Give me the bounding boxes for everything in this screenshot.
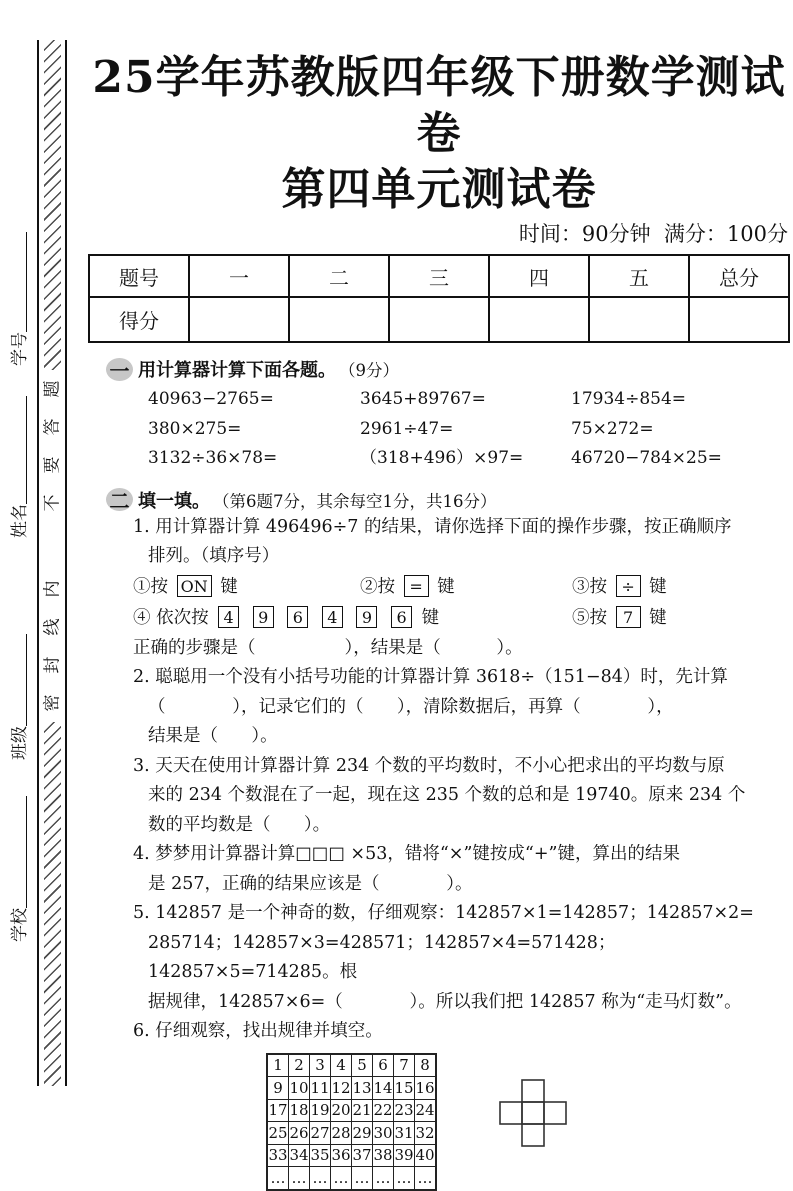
- grid-cell: 38: [373, 1144, 394, 1167]
- score-header-cell: 四: [489, 255, 589, 297]
- key-suffix: 键: [220, 576, 238, 597]
- grid-cell: 23: [394, 1099, 415, 1122]
- grid-cell: …: [310, 1167, 331, 1190]
- q1-option-1-label: ①按: [133, 576, 168, 597]
- score-cell: [489, 297, 589, 342]
- grid-cell: …: [352, 1167, 373, 1190]
- calculator-key-9: 9: [253, 606, 274, 628]
- question-5: [88, 899, 790, 1017]
- section-one-points: （9分）: [339, 361, 399, 380]
- grid-cell: 19: [310, 1099, 331, 1122]
- grid-row: [267, 1099, 436, 1122]
- class-label-group: [5, 634, 30, 760]
- grid-cell: 20: [331, 1099, 352, 1122]
- score-header-cell: 题号: [89, 255, 189, 297]
- grid-cell: 7: [394, 1054, 415, 1077]
- grid-cell: 4: [331, 1054, 352, 1077]
- problem: 46720−784×25=: [571, 448, 722, 468]
- problem: （318+496）×97=: [360, 448, 524, 468]
- question-1-line2: 排列。（填序号）: [148, 546, 280, 566]
- q1-option-4-label: ④ 依次按: [133, 607, 209, 628]
- student-info-margin: [2, 212, 30, 942]
- question-2-line2: （ ），记录它们的（ ），清除数据后，再算（ ），: [148, 696, 674, 717]
- calculator-key-7: 7: [616, 606, 641, 628]
- grid-cell: 21: [352, 1099, 373, 1122]
- seal-char: 密: [42, 694, 62, 712]
- question-4: [88, 840, 790, 899]
- class-label: 班级: [10, 726, 30, 760]
- grid-cell: 9: [267, 1077, 289, 1100]
- paper-content: [88, 0, 790, 1191]
- plus-pentomino-figure: [499, 1079, 567, 1147]
- grid-cell: 13: [352, 1077, 373, 1100]
- grid-cell: …: [394, 1167, 415, 1190]
- grid-cell: 26: [289, 1122, 310, 1145]
- grid-row: [267, 1122, 436, 1145]
- question-4-line1: 4. 梦梦用计算器计算□□□ ×53，错将“×”键按成“+”键，算出的结果: [133, 844, 680, 864]
- grid-cell: …: [289, 1167, 310, 1190]
- grid-cell: 24: [415, 1099, 437, 1122]
- school-blank-line: [24, 796, 27, 908]
- problem: 2961÷47=: [360, 418, 454, 439]
- q1-option-2-label: ②按: [360, 576, 395, 597]
- grid-cell: 31: [394, 1122, 415, 1145]
- student-no-label: 学号: [10, 332, 30, 366]
- seal-char: 题: [42, 380, 62, 398]
- grid-cell: 17: [267, 1099, 289, 1122]
- question-5-line2: 285714；142857×3=428571；142857×4=571428；142857×5=714285。根: [148, 932, 616, 982]
- question-4-line2: 是 257，正确的结果应该是（ ）。: [148, 873, 473, 894]
- grid-cell: …: [331, 1167, 352, 1190]
- q1-option-1: [133, 572, 360, 603]
- key-suffix: 键: [421, 607, 440, 628]
- q1-options-row-2: [88, 603, 790, 634]
- question-2-line1: 2. 聪聪用一个没有小括号功能的计算器计算 3618÷（151−84）时，先计算: [133, 667, 728, 687]
- score-table-score-row: [89, 297, 789, 342]
- section-two-badge: 二: [106, 488, 133, 511]
- grid-cell: …: [267, 1167, 289, 1190]
- q1-option-5-label: ⑤按: [572, 607, 607, 628]
- q1-option-5: [572, 603, 667, 634]
- score-cell: [389, 297, 489, 342]
- score-header-cell: 五: [589, 255, 689, 297]
- calculator-key-4: 4: [322, 606, 343, 628]
- q1-option-3: [572, 572, 667, 603]
- grid-row: [267, 1054, 436, 1077]
- question-1-line1: 1. 用计算器计算 496496÷7 的结果，请你选择下面的操作步骤，按正确顺序: [133, 516, 732, 537]
- grid-cell: 6: [373, 1054, 394, 1077]
- student-no-label-group: [5, 232, 30, 366]
- score-row-label: 得分: [89, 297, 189, 342]
- question-2-line3: 结果是（ ）。: [148, 726, 278, 746]
- seal-char: 答: [42, 418, 62, 436]
- seal-char: 内: [42, 580, 62, 598]
- school-label-group: [5, 796, 30, 942]
- grid-cell: 3: [310, 1054, 331, 1077]
- q1-options-row-1: [88, 572, 790, 603]
- grid-cell: …: [373, 1167, 394, 1190]
- question-2: [88, 663, 790, 752]
- grid-cell: 2: [289, 1054, 310, 1077]
- score-table: [88, 254, 790, 343]
- q1-option-4: [133, 603, 572, 634]
- key-suffix: 键: [649, 607, 667, 628]
- calculator-problems-grid: [88, 385, 790, 474]
- grid-cell: 11: [310, 1077, 331, 1100]
- hatch-pattern-top: [44, 40, 61, 370]
- grid-cell: 15: [394, 1077, 415, 1100]
- grid-cell: 10: [289, 1077, 310, 1100]
- problem: 75×272=: [571, 418, 654, 439]
- grid-cell: 28: [331, 1122, 352, 1145]
- time-and-score-info: 时间：90分钟 满分：100分: [518, 222, 788, 246]
- q1-option-2: [360, 572, 572, 603]
- question-6: [88, 1017, 790, 1047]
- calculator-key-4: 4: [218, 606, 239, 628]
- hatch-pattern-bottom: [44, 722, 61, 1086]
- score-table-header-row: [89, 255, 789, 297]
- problem: 3645+89767=: [360, 389, 486, 409]
- grid-row: [267, 1167, 436, 1190]
- grid-cell: 39: [394, 1144, 415, 1167]
- grid-cell: 27: [310, 1122, 331, 1145]
- calculator-key-6: 6: [391, 606, 412, 628]
- score-cell: [189, 297, 289, 342]
- grid-cell: 5: [352, 1054, 373, 1077]
- grid-cell: 14: [373, 1077, 394, 1100]
- grid-row: [267, 1144, 436, 1167]
- score-header-cell: 总分: [689, 255, 789, 297]
- question-6-line1: 6. 仔细观察，找出规律并填空。: [133, 1021, 383, 1041]
- seal-char: 不: [42, 494, 62, 512]
- grid-cell: 30: [373, 1122, 394, 1145]
- grid-cell: 12: [331, 1077, 352, 1100]
- score-header-cell: 二: [289, 255, 389, 297]
- question-1: [88, 513, 790, 664]
- problem: 3132÷36×78=: [148, 448, 278, 468]
- seal-char: 要: [42, 456, 62, 474]
- score-cell: [289, 297, 389, 342]
- question-6-figures: [266, 1053, 790, 1191]
- question-3: [88, 752, 790, 841]
- section-one-badge: 一: [106, 358, 133, 381]
- score-header-cell: 三: [389, 255, 489, 297]
- section-one-title: 用计算器计算下面各题。: [138, 360, 336, 381]
- q1-answer-blanks: 正确的步骤是（ ），结果是（ ）。: [133, 637, 523, 658]
- grid-cell: 18: [289, 1099, 310, 1122]
- score-cell: [689, 297, 789, 342]
- question-3-line3: 数的平均数是（ ）。: [148, 814, 331, 835]
- paper-title-line2: 第四单元测试卷: [281, 164, 597, 215]
- calculator-key-6: 6: [287, 606, 308, 628]
- calculator-key-9: 9: [356, 606, 377, 628]
- student-no-blank-line: [24, 232, 27, 332]
- grid-cell: 25: [267, 1122, 289, 1145]
- section-two-header: [88, 487, 790, 513]
- problem: 380×275=: [148, 418, 242, 439]
- grid-cell: 16: [415, 1077, 437, 1100]
- grid-cell: 32: [415, 1122, 437, 1145]
- grid-cell: 34: [289, 1144, 310, 1167]
- grid-cell: 36: [331, 1144, 352, 1167]
- grid-cell: 29: [352, 1122, 373, 1145]
- section-two-points: （第6题7分，其余每空1分，共16分）: [213, 491, 497, 511]
- name-blank-line: [24, 396, 27, 504]
- school-label: 学校: [10, 908, 30, 942]
- seal-line-strip: [37, 40, 67, 1086]
- q1-option-3-label: ③按: [572, 576, 607, 597]
- class-blank-line: [24, 634, 27, 726]
- score-header-cell: 一: [189, 255, 289, 297]
- grid-cell: 22: [373, 1099, 394, 1122]
- grid-cell: 37: [352, 1144, 373, 1167]
- calculator-key-divide: ÷: [616, 575, 641, 597]
- calculator-key-on: ON: [177, 575, 212, 597]
- calculator-key-equals: =: [404, 575, 429, 597]
- name-label: 姓名: [10, 504, 30, 538]
- question-3-line2: 来的 234 个数混在了一起，现在这 235 个数的总和是 19740。原来 234 个: [148, 785, 746, 805]
- question-5-line3: 据规律，142857×6=（ ）。所以我们把 142857 称为“走马灯数”。: [148, 991, 742, 1012]
- grid-cell: 1: [267, 1054, 289, 1077]
- name-label-group: [5, 396, 30, 538]
- score-cell: [589, 297, 689, 342]
- grid-cell: 33: [267, 1144, 289, 1167]
- key-suffix: 键: [437, 576, 455, 597]
- grid-row: [267, 1077, 436, 1100]
- seal-char: 线: [42, 618, 62, 636]
- section-one-header: [88, 356, 790, 382]
- paper-title-line1: 25学年苏教版四年级下册数学测试卷: [92, 52, 786, 159]
- question-3-line1: 3. 天天在使用计算器计算 234 个数的平均数时，不小心把求出的平均数与原: [133, 755, 725, 776]
- section-two-title: 填一填。: [138, 490, 210, 512]
- seal-char: 封: [42, 656, 62, 674]
- grid-cell: 40: [415, 1144, 437, 1167]
- number-pattern-grid: [266, 1053, 437, 1191]
- question-5-line1: 5. 142857 是一个神奇的数，仔细观察：142857×1=142857；142857×2=: [133, 903, 754, 923]
- grid-cell: 35: [310, 1144, 331, 1167]
- key-suffix: 键: [649, 576, 667, 597]
- grid-cell: …: [415, 1167, 437, 1190]
- problem: 17934÷854=: [571, 389, 687, 409]
- grid-cell: 8: [415, 1054, 437, 1077]
- problem: 40963−2765=: [148, 389, 274, 409]
